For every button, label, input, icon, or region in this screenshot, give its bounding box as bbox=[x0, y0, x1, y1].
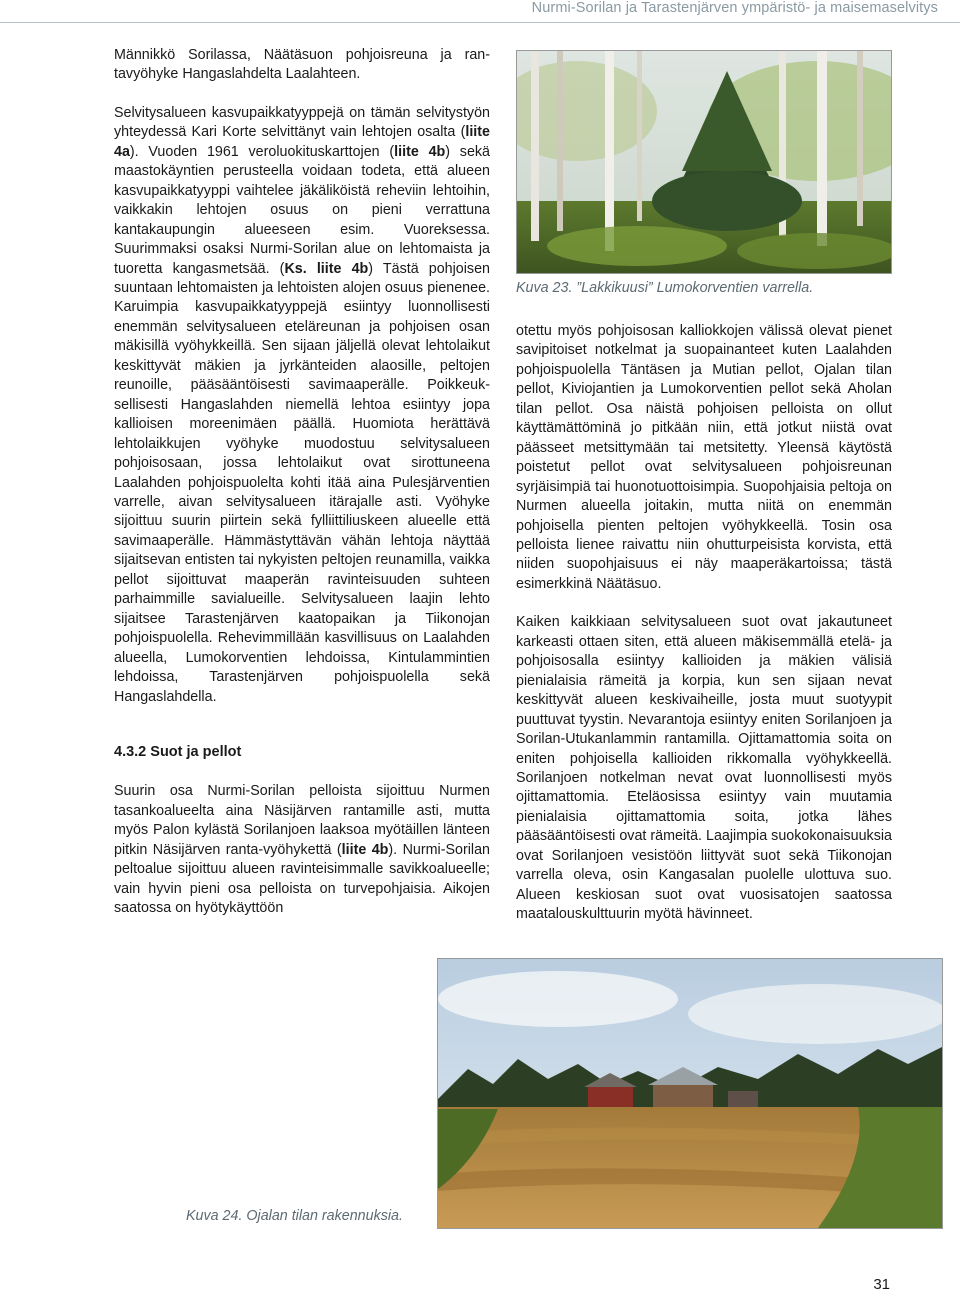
appendix-ref: liite 4a bbox=[114, 124, 490, 160]
wetlands-paragraph: Kaiken kaikkiaan selvitysalueen suot ovat jakautuneet karkeasti ottaen siten, että alueen mäkisemmällä etelä- ja pohjoisosalla esiintyy kallioiden ja mäkien välisiä pienialaisia rämeitä ja korpia, kun sen sijaan nevat keskittyvät alueen keskivaiheille, josta muut suotyypit puuttuvat tyystin. Nevarantoja esiintyy eniten Sorilanjoen ja Sorilan-Utukanlammin rantamilla. Ojittamattomia soita on eniten pohjoisella kallioiden rikkomalla vyöhykkeellä. Sorilanjoen notkelman nevat ovat luonnollisesti myös ojittamattomia. Eteläosissa esiintyy vain muutamia pienialaisia ojittamattomia soita, jotka lähes pääsääntöisesti ovat rämeitä. Laajimpia suokokonaisuuksia ovat Sorilanjoen vesistöön liittyvät suot sekä Tiikonojan varrella oleva, osin Kangasalan puolelle ulottuva suo. Alueen keskiosan suot ovat vuosisatojen saatossa maatalouskulttuurin myötä hävinneet. bbox=[516, 614, 892, 923]
fields-paragraph: Suurin osa Nurmi-Sorilan pelloista sijoittuu Nurmen tasankoalueelta aina Näsijärven rantamille asti, mutta myös Palon kylästä Sorilanjoen laaksoa myötäillen länteen pitkin Näsijärven ranta-vyöhykettä (liite 4b). Nurmi-Sorilan peltoalue sijoittuu alueen ravinteisimmalle savikkoalueelle; vain hyvin pieni osa pelloista on turvepohjaisia. Aikojen saatossa on hyötykäyttöön bbox=[114, 783, 490, 917]
page-number: 31 bbox=[873, 1276, 890, 1293]
vegetation-paragraph: Selvitysalueen kasvupaikkatyyppejä on tämän selvitystyön yhteydessä Kari Korte selvittänyt vain lehtojen osalta (liite 4a). Vuoden 1961 veroluokituskarttojen (liite 4b) sekä maastokäyntien perusteella voidaan todeta, että alueen kasvupaikkatyyppi vaihtelee jäkäliköistä reheviin lehtoihin, vaikkakin lehtojen osuus on pieni verrattuna kantakaupungin alueeseen esim. Vuoreksessa. Suurimmaksi osaksi Nurmi-Sorilan alue on lehtomaista ja tuoretta kangasmetsää. (Ks. liite 4b) Tästä pohjoisen suuntaan lehtomaisten ja lehtoisten alojen osuus pienenee. Karuimpia kasvupaikkatyyppejä esiintyy luonnollisesti enemmän selvitysalueen eteläreunan ja pohjoisen osan mäkisillä vyöhykkeillä. Sen sijaan jäljellä olevat lehtolaikut keskittyvät mäkien ja jyrkänteiden alaosille, peltojen reunoille, pääsääntöisesti savimaaperälle. Poikkeuksellisesti Hangaslahden niemellä lehtoa esiintyy jopa kallioisen moreenimäen päällä. Huomiota herättävä lehtolaikkujen vyöhyke muodostuu selvitysalueen pohjoisosaan, jossa lehtolaikut ovat sirottuneena Laalahden pohjoispuolelta kohti itää aina Pulesjärventien varrelle, aivan selvitysalueen itärajalle asti. Vyöhyke sijoittuu suurin piirtein sekä fylliittiliuskeen alueelle että savimaaperälle. Hämmästyttävän vähän lehtoja näyttää sijaitsevan entisten tai nykyisten peltojen reunamilla, vaikka pellot sijoittuvat maaperän ravinteisuuden suhteen parhaimmille savialueille. Selvitysalueen laajin lehto sijaitsee Tarastenjärven kaatopaikan ja Tiikonojan pohjoispuolella. Rehevimmillään kasvillisuus on Laalahden alueella, Lumokorventien lehdoissa, Kintulammintien lehdoissa, Tarastenjärven pohjoispuolella sekä Hangaslahdella. bbox=[114, 104, 490, 705]
appendix-ref: liite 4b bbox=[394, 143, 446, 160]
appendix-ref: liite 4b bbox=[341, 841, 389, 858]
intro-paragraph: Männikkö Sorilassa, Näätäsuon pohjoisreuna ja rantavyöhyke Hangaslahdelta Laalahteen. bbox=[114, 47, 490, 83]
farm-buildings-photo bbox=[437, 958, 943, 1229]
left-column bbox=[114, 46, 490, 919]
running-header bbox=[0, 0, 960, 23]
document-title: Nurmi-Sorilan ja Tarastenjärven ympäristö- ja maisemaselvitys bbox=[531, 0, 938, 16]
right-column bbox=[516, 322, 892, 925]
forest-spruce-photo bbox=[516, 50, 892, 274]
fields-continued-paragraph: otettu myös pohjoisosan kalliokkojen välissä olevat pienet savipitoiset notkelmat ja suopainanteet kuten Laalahden pohjoispuolella Täntäsen ja Mutian pellot, Ojalan tilan pellot, Kiviojantien ja Lumokorventien pellot sekä Aholan tilan pellot. Osa näistä pohjoisen pelloista on ollut käyttämättöminä jo pitkään niin, että jotkut niistä ovat päässeet metsittymään tai metsitetty. Yleensä käytöstä poistetut pellot ovat selvitysalueen pohjoisreunan syrjäisimpiä tai huonotuottoisimpia. Suopohjaisia peltoja on Nurmen alueella joitakin, mutta niitä on enemmän pohjoisella pienten peltojen vyöhykkeellä. Tosin osa pelloista lienee raivattu niin ohutturpeisista korvista, että niiden suopohjaisuus ei näy maaperäkartoissa; tästä esimerkkinä Näätäsuo. bbox=[516, 323, 892, 592]
section-heading: 4.3.2 Suot ja pellot bbox=[114, 743, 242, 760]
appendix-ref: Ks. liite 4b bbox=[284, 260, 369, 277]
figure-caption: Kuva 23. ”Lakkikuusi” Lumokorventien varrella. bbox=[516, 280, 814, 296]
figure-caption: Kuva 24. Ojalan tilan rakennuksia. bbox=[186, 1208, 403, 1224]
